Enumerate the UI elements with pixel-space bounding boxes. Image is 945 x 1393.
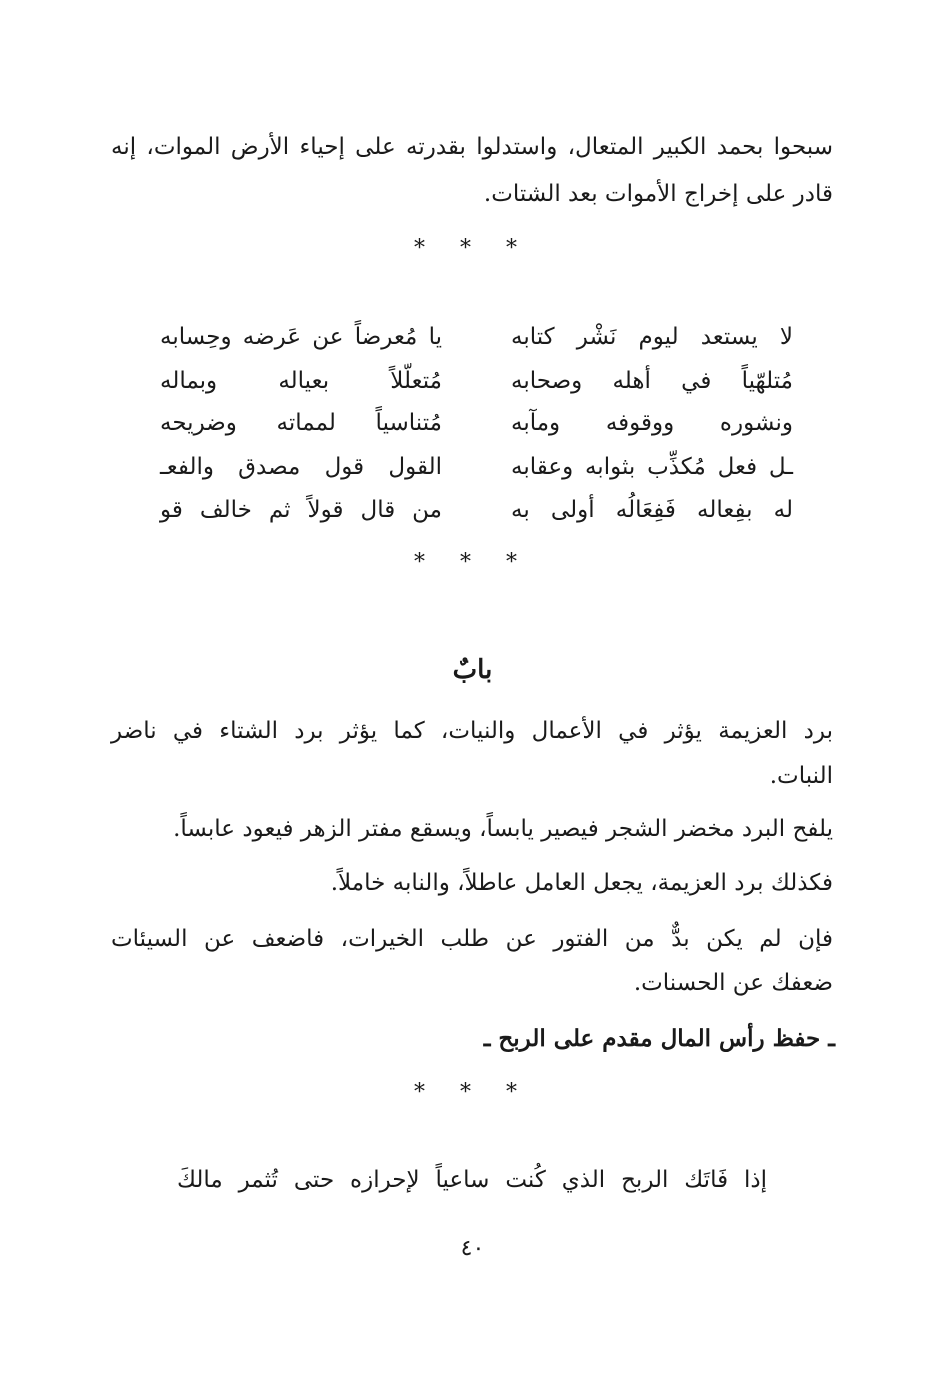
page-number: ٤٠ bbox=[460, 1236, 485, 1261]
separator-1: * * * bbox=[414, 236, 531, 261]
verse-1-first-hemistich: يا مُعرضاً عن عَرضه وحِسابه bbox=[160, 324, 442, 350]
paragraph-3: فكذلك برد العزيمة، يجعل العامل عاطلاً، والنابه خاملاً. bbox=[330, 870, 833, 896]
intro-line-1: سبحوا بحمد الكبير المتعال، واستدلوا بقدرته على إحياء الأرض الموات، إنه bbox=[111, 134, 833, 160]
verse-3-second-hemistich: ونشوره ووقوفه ومآبه bbox=[511, 410, 793, 436]
verse-2-second-hemistich: مُتلهّياً في أهله وصحابه bbox=[511, 368, 793, 394]
verse-5-second-hemistich: له بفِعاله فَفِعَالُه أولى به bbox=[511, 497, 793, 523]
separator-2: * * * bbox=[414, 550, 531, 575]
paragraph-4-line-1: فإن لم يكن بدٌّ من الفتور عن طلب الخيرات، فاضعف عن السيئات bbox=[111, 926, 833, 952]
verse-4-second-hemistich: ـل فعل مُكذِّب بثوابه وعقابه bbox=[511, 454, 793, 480]
verse-3-first-hemistich: مُتناسياً لمماته وضريحه bbox=[160, 410, 442, 436]
verse-1-second-hemistich: لا يستعد ليوم نَشْر كتابه bbox=[511, 324, 793, 350]
paragraph-1-line-1: برد العزيمة يؤثر في الأعمال والنيات، كما يؤثر برد الشتاء في ناضر bbox=[111, 718, 833, 744]
verse-5-first-hemistich: من قال قولاً ثم خالف قو bbox=[160, 497, 442, 523]
closing-line: إذا فَاتَك الربح الذي كُنت ساعياً لإحرازه حتى تُثمر مالكَ bbox=[177, 1167, 767, 1193]
separator-3: * * * bbox=[414, 1080, 531, 1105]
paragraph-4-line-2: ضعفك عن الحسنات. bbox=[633, 970, 833, 996]
paragraph-2: يلفح البرد مخضر الشجر فيصير يابساً، ويسقع مفتر الزهر فيعود عابساً. bbox=[173, 816, 833, 842]
section-title: بابٌ bbox=[452, 655, 493, 685]
paragraph-1-line-2: النبات. bbox=[769, 763, 833, 789]
subheading: ـ حفظ رأس المال مقدم على الربح ـ bbox=[483, 1025, 835, 1052]
intro-line-2: قادر على إخراج الأموات بعد الشتات. bbox=[483, 181, 833, 207]
verse-4-first-hemistich: القول قول مصدق والفعـ bbox=[160, 454, 442, 480]
verse-2-first-hemistich: مُتعلّلاً بعياله وبماله bbox=[160, 368, 442, 394]
